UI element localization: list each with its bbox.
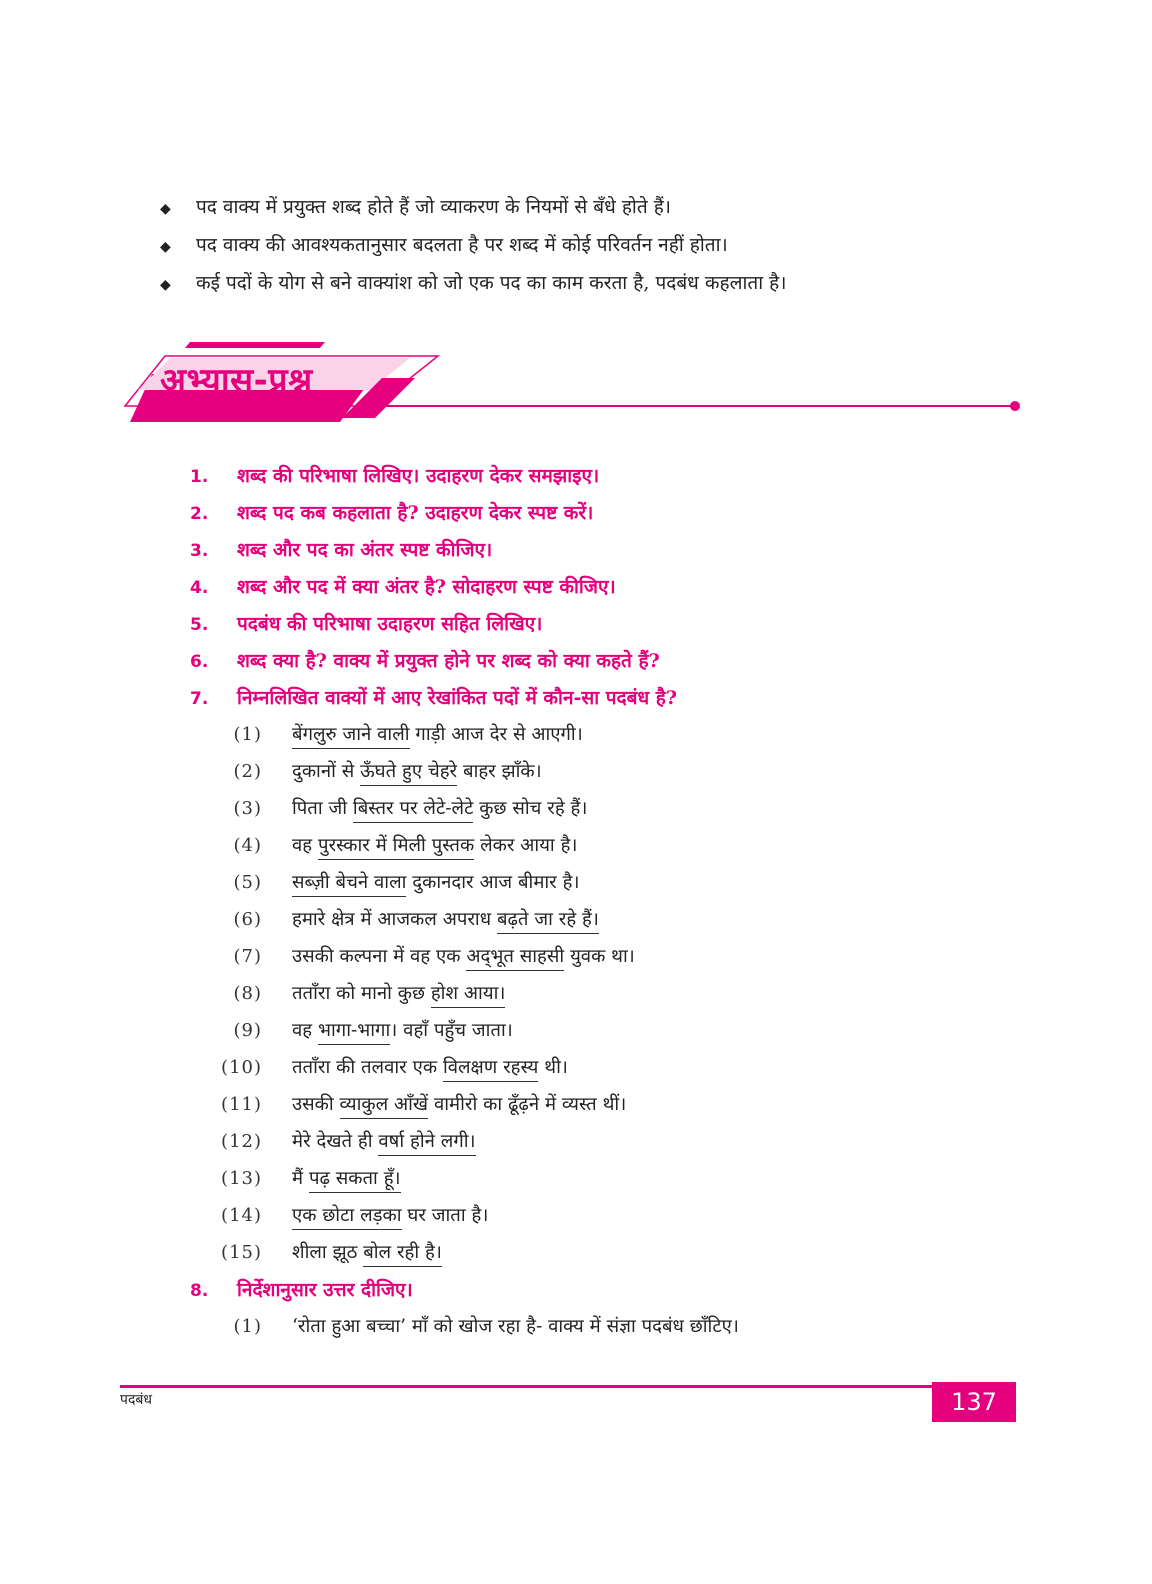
question-text: निर्देशानुसार उत्तर दीजिए।	[237, 1279, 413, 1301]
sentence-suffix: घर जाता है।	[401, 1205, 489, 1226]
sub-item-number: (11)	[221, 1094, 262, 1115]
q7-sub-item	[190, 943, 1070, 980]
sub-item-text	[292, 1128, 476, 1153]
q7-sub-item	[190, 980, 1070, 1017]
sub-item-text	[292, 1054, 568, 1079]
question-number: 6.	[190, 652, 209, 672]
sub-item-number: (12)	[221, 1131, 262, 1152]
underlined-phrase: एक छोटा लड़का	[292, 1205, 402, 1230]
q7-sub-item	[190, 906, 1070, 943]
q7-sub-item	[190, 1239, 1070, 1276]
sub-item-text	[292, 758, 542, 783]
summary-bullet-list	[160, 193, 1060, 307]
sentence-prefix: दुकानों से	[292, 761, 361, 782]
sub-item-text	[292, 1202, 488, 1227]
question-text: निम्नलिखित वाक्यों में आए रेखांकित पदों में कौन-सा पदबंध है?	[237, 687, 678, 709]
question-text: शब्द की परिभाषा लिखिए। उदाहरण देकर समझाइए।	[237, 465, 600, 487]
diamond-bullet-icon: ◆	[160, 277, 171, 293]
sub-item-text	[292, 832, 577, 857]
question-number: 7.	[190, 689, 209, 709]
sub-item-number: (1)	[233, 1316, 262, 1337]
underlined-phrase: भागा-भागा	[318, 1020, 390, 1045]
underlined-phrase: अद्‌भूत साहसी	[466, 946, 564, 971]
underlined-phrase: वर्षा होने लगी।	[378, 1131, 475, 1156]
question-number: 2.	[190, 504, 209, 524]
sentence-suffix: युवक था।	[564, 946, 635, 967]
sub-item-number: (10)	[221, 1057, 262, 1078]
underlined-phrase: व्याकुल आँखें	[340, 1094, 429, 1119]
sub-item-number: (3)	[233, 798, 262, 819]
underlined-phrase: पुरस्कार में मिली पुस्तक	[318, 835, 474, 860]
underlined-phrase: पढ़ सकता हूँ।	[309, 1168, 401, 1193]
bullet-text: कई पदों के योग से बने वाक्यांश को जो एक पद का काम करता है, पदबंध कहलाता है।	[196, 272, 787, 294]
sub-item-number: (13)	[221, 1168, 262, 1189]
banner-rule-dot	[1010, 401, 1020, 411]
sub-item-number: (4)	[233, 835, 262, 856]
question-text: शब्द पद कब कहलाता है? उदाहरण देकर स्पष्ट करें।	[237, 502, 594, 524]
sub-item-text: ‘रोता हुआ बच्चा’ माँ को खोज रहा है- वाक्य में संज्ञा पदबंध छाँटिए।	[292, 1316, 739, 1337]
sentence-suffix: बाहर झाँके।	[457, 761, 542, 782]
underlined-phrase: सब्ज़ी बेचने वाला	[292, 872, 406, 897]
sentence-prefix: उसकी कल्पना में वह एक	[292, 946, 467, 967]
q7-sub-item	[190, 795, 1070, 832]
banner-top-stripe	[185, 342, 325, 348]
q7-sub-item	[190, 1091, 1070, 1128]
underlined-phrase: बोल रही है।	[363, 1242, 442, 1267]
question-text: शब्द और पद का अंतर स्पष्ट कीजिए।	[237, 539, 493, 561]
sentence-suffix: वामीरो का ढूँढ़ने में व्यस्त थीं।	[428, 1094, 627, 1115]
sub-item-number: (9)	[233, 1020, 262, 1041]
question-list	[190, 462, 1070, 1350]
section-title: अभ्यास-प्रश्न	[160, 361, 313, 401]
question-item	[190, 647, 1070, 684]
sentence-prefix: पिता जी	[292, 798, 353, 819]
sentence-prefix: तताँरा की तलवार एक	[292, 1057, 443, 1078]
sentence-suffix: कुछ सोच रहे हैं।	[473, 798, 588, 819]
sentence-prefix: मैं	[292, 1168, 309, 1189]
q7-sub-item	[190, 1202, 1070, 1239]
sub-item-text	[292, 1165, 401, 1190]
sub-item-number: (8)	[233, 983, 262, 1004]
sub-item-text	[292, 1091, 626, 1116]
question-item	[190, 573, 1070, 610]
sub-item-text	[292, 721, 583, 746]
sentence-prefix: उसकी	[292, 1094, 340, 1115]
sentence-prefix: वह	[292, 835, 318, 856]
q8-sub-item	[190, 1313, 1070, 1350]
sub-item-text	[292, 1239, 442, 1264]
question-number: 4.	[190, 578, 209, 598]
underlined-phrase: बिस्तर पर लेटे-लेटे	[353, 798, 473, 823]
sub-item-number: (5)	[233, 872, 262, 893]
q7-sub-item	[190, 1128, 1070, 1165]
sub-item-number: (7)	[233, 946, 262, 967]
sub-item-text	[292, 869, 579, 894]
underlined-phrase: विलक्षण रहस्य	[443, 1057, 538, 1082]
question-item	[190, 610, 1070, 647]
sub-item-number: (15)	[221, 1242, 262, 1263]
bullet-item	[160, 193, 1060, 231]
question-item	[190, 462, 1070, 499]
question-text: पदबंध की परिभाषा उदाहरण सहित लिखिए।	[237, 613, 543, 635]
q7-sub-list	[190, 721, 1070, 1276]
question-text: शब्द क्या है? वाक्य में प्रयुक्त होने पर शब्द को क्या कहते हैं?	[237, 650, 660, 672]
sub-item-text	[292, 980, 505, 1005]
q7-sub-item	[190, 721, 1070, 758]
sentence-suffix: गाड़ी आज देर से आएगी।	[409, 724, 583, 745]
q7-sub-item	[190, 1165, 1070, 1202]
sentence-suffix: । वहाँ पहुँच जाता।	[390, 1020, 513, 1041]
bullet-item	[160, 231, 1060, 269]
sentence-prefix: हमारे क्षेत्र में आजकल अपराध	[292, 909, 497, 930]
question-number: 8.	[190, 1281, 209, 1301]
sub-item-number: (1)	[233, 724, 262, 745]
question-text: शब्द और पद में क्या अंतर है? सोदाहरण स्पष्ट कीजिए।	[237, 576, 616, 598]
sub-item-text	[292, 906, 599, 931]
sentence-prefix: तताँरा को मानो कुछ	[292, 983, 431, 1004]
question-number: 3.	[190, 541, 209, 561]
underlined-phrase: बढ़ते जा रहे हैं।	[497, 909, 599, 934]
sentence-prefix: वह	[292, 1020, 318, 1041]
footer-chapter-label: पदबंध	[120, 1392, 152, 1408]
question-item	[190, 536, 1070, 573]
sentence-suffix: थी।	[538, 1057, 568, 1078]
diamond-bullet-icon: ◆	[160, 201, 171, 217]
sentence-suffix: दुकानदार आज बीमार है।	[406, 872, 580, 893]
sub-item-text	[292, 795, 587, 820]
question-number: 1.	[190, 467, 209, 487]
diamond-bullet-icon: ◆	[160, 239, 171, 255]
sub-item-text	[292, 943, 635, 968]
question-item	[190, 684, 1070, 721]
sub-item-number: (2)	[233, 761, 262, 782]
footer-rule	[120, 1385, 932, 1388]
question-item	[190, 1276, 1070, 1313]
sub-item-text	[292, 1017, 513, 1042]
bullet-text: पद वाक्य की आवश्यकतानुसार बदलता है पर शब्द में कोई परिवर्तन नहीं होता।	[196, 234, 728, 256]
underlined-phrase: ऊँघते हुए चेहरे	[360, 761, 457, 786]
question-item	[190, 499, 1070, 536]
sentence-prefix: शीला झूठ	[292, 1242, 364, 1263]
bullet-item	[160, 269, 1060, 307]
bullet-text: पद वाक्य में प्रयुक्त शब्द होते हैं जो व्याकरण के नियमों से बँधे होते हैं।	[196, 196, 672, 218]
sentence-suffix: लेकर आया है।	[474, 835, 578, 856]
question-number: 5.	[190, 615, 209, 635]
underlined-phrase: होश आया।	[431, 983, 506, 1008]
sentence-prefix: मेरे देखते ही	[292, 1131, 379, 1152]
q7-sub-item	[190, 832, 1070, 869]
sub-item-number: (6)	[233, 909, 262, 930]
page-number: 137	[932, 1382, 1016, 1422]
underlined-phrase: बेंगलुरु जाने वाली	[292, 724, 410, 749]
q7-sub-item	[190, 869, 1070, 906]
sub-item-number: (14)	[221, 1205, 262, 1226]
q7-sub-item	[190, 1017, 1070, 1054]
q7-sub-item	[190, 1054, 1070, 1091]
q7-sub-item	[190, 758, 1070, 795]
